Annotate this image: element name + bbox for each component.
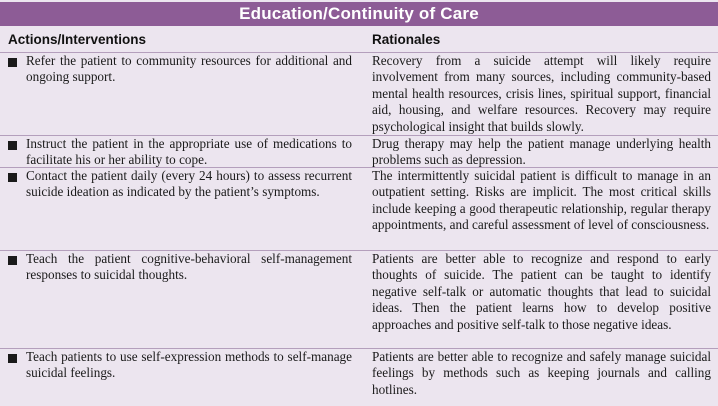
actions-column-header: Actions/Interventions	[8, 32, 147, 47]
action-cell: Contact the patient daily (every 24 hours) to assess recurrent suicide ideation as indicated by the patient’s symptoms.	[26, 168, 352, 200]
bullet-icon	[8, 354, 17, 363]
rationale-cell: Patients are better able to recognize and safely manage suicidal feelings by methods such as keeping journals and calling hotlines.	[372, 349, 711, 397]
action-cell: Teach patients to use self-expression methods to self-manage suicidal feelings.	[26, 349, 352, 381]
rationale-cell: The intermittently suicidal patient is difficult to manage in an outpatient setting. Risks are implicit. The most critical skills include keeping a good therapeutic relationship, regular therapy appointments, and careful assessment of level of consciousness.	[372, 168, 711, 233]
bullet-icon	[8, 58, 17, 67]
rationale-cell: Recovery from a suicide attempt will likely require involvement from many sources, including community-based mental health resources, crisis lines, spiritual support, financial aid, housing, and welfare resources. Recovery may require psychological insight that builds slowly.	[372, 53, 711, 134]
action-cell: Instruct the patient in the appropriate use of medications to facilitate his or her ability to cope.	[26, 136, 352, 168]
bullet-icon	[8, 173, 17, 182]
rationales-column-header: Rationales	[372, 32, 441, 47]
rationale-cell: Patients are better able to recognize and respond to early thoughts of suicide. The patient can be taught to identify negative self-talk or automatic thoughts that lead to suicidal ideas. Then the patient learns how to develop positive approaches and positive self-talk to those negative ideas.	[372, 251, 711, 332]
action-cell: Teach the patient cognitive-behavioral self-management responses to suicidal thoughts.	[26, 251, 352, 283]
table-title: Education/Continuity of Care	[0, 2, 718, 26]
bullet-icon	[8, 141, 17, 150]
action-cell: Refer the patient to community resources for additional and ongoing support.	[26, 53, 352, 85]
bullet-icon	[8, 256, 17, 265]
rationale-cell: Drug therapy may help the patient manage underlying health problems such as depression.	[372, 136, 711, 168]
